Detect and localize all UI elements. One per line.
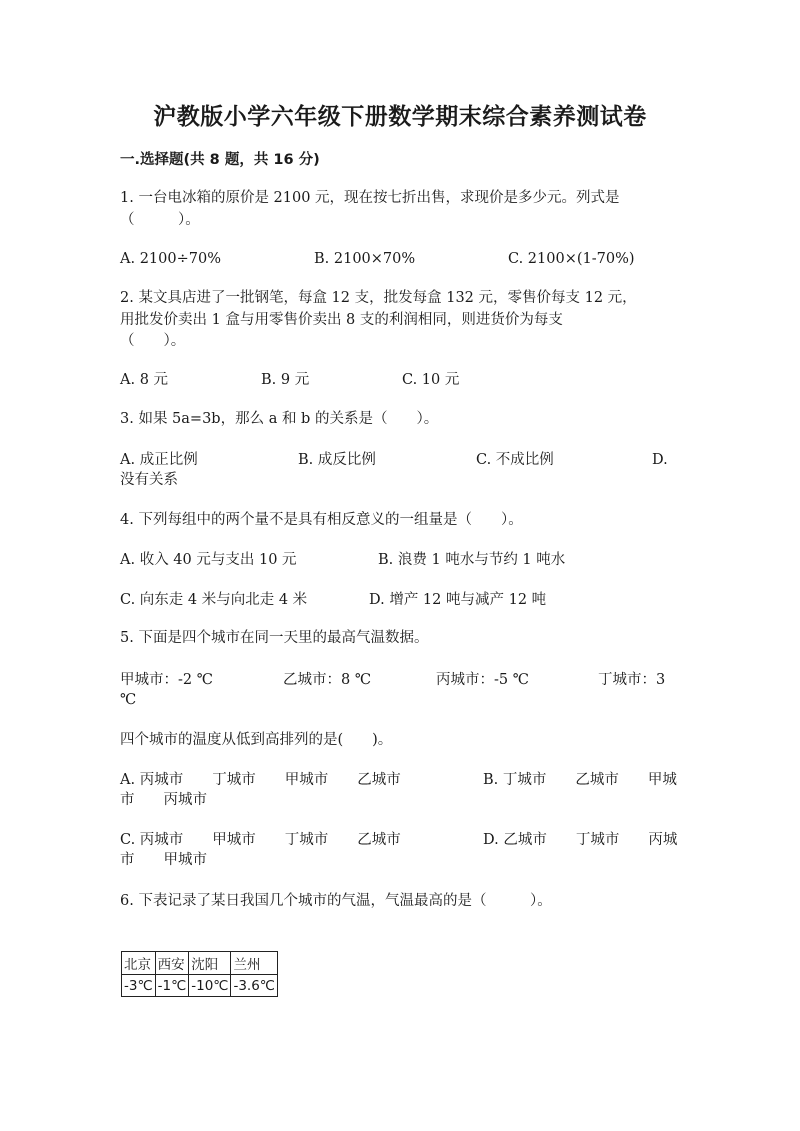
- section-heading: 一.选择题(共 8 题，共 16 分): [120, 152, 320, 168]
- question-5-option-d-cont: 市 甲城市: [120, 852, 207, 868]
- question-2-option-c: C. 10 元: [402, 372, 460, 388]
- question-5-city-yi: 乙城市：8 ℃: [283, 672, 372, 688]
- question-3-option-d: D.: [652, 452, 668, 468]
- question-5-option-b: B. 丁城市 乙城市 甲城: [483, 772, 677, 788]
- question-2-line-2: 用批发价卖出 1 盒与用零售价卖出 8 支的利润相同，则进货价为每支: [120, 312, 563, 328]
- question-2-option-b: B. 9 元: [261, 372, 310, 388]
- table-header-cell: 兰州: [231, 952, 278, 975]
- temperature-table: [121, 951, 278, 997]
- question-3-option-a: A. 成正比例: [120, 452, 198, 468]
- table-cell: -3℃: [122, 975, 156, 997]
- question-5-option-b-cont: 市 丙城市: [120, 792, 207, 808]
- table-cell: -1℃: [155, 975, 189, 997]
- question-5-prompt: 四个城市的温度从低到高排列的是( )。: [120, 732, 393, 748]
- question-5-city-ding-unit: ℃: [120, 692, 137, 708]
- question-1-option-a: A. 2100÷70%: [120, 251, 221, 267]
- question-2-line-3: （ ）。: [120, 333, 186, 349]
- question-3-option-d-text: 没有关系: [120, 472, 178, 488]
- question-5-city-jia: 甲城市：-2 ℃: [120, 672, 213, 688]
- page-title: 沪教版小学六年级下册数学期末综合素养测试卷: [153, 104, 647, 130]
- table-header-cell: 西安: [155, 952, 189, 975]
- table-header-cell: 沈阳: [189, 952, 231, 975]
- question-5-option-d: D. 乙城市 丁城市 丙城: [483, 832, 678, 848]
- question-5-line-1: 5. 下面是四个城市在同一天里的最高气温数据。: [120, 630, 429, 646]
- table-cell: -3.6℃: [231, 975, 278, 997]
- table-header-row: [122, 952, 278, 975]
- question-1-option-b: B. 2100×70%: [314, 251, 416, 267]
- question-2-option-a: A. 8 元: [120, 372, 169, 388]
- question-4-option-c: C. 向东走 4 米与向北走 4 米: [120, 592, 308, 608]
- question-5-option-c: C. 丙城市 甲城市 丁城市 乙城市: [120, 832, 401, 848]
- table-header-cell: 北京: [122, 952, 156, 975]
- question-1-line-1: 1. 一台电冰箱的原价是 2100 元，现在按七折出售，求现价是多少元。列式是: [120, 190, 620, 206]
- question-1-option-c: C. 2100×(1-70%): [508, 251, 635, 267]
- question-2-line-1: 2. 某文具店进了一批钢笔，每盒 12 支，批发每盒 132 元，零售价每支 12 元，: [120, 290, 637, 306]
- question-4-option-a: A. 收入 40 元与支出 10 元: [120, 552, 297, 568]
- question-4-option-d: D. 增产 12 吨与减产 12 吨: [369, 592, 547, 608]
- question-3-option-b: B. 成反比例: [298, 452, 376, 468]
- question-3-option-c: C. 不成比例: [476, 452, 554, 468]
- question-1-line-2: （ ）。: [120, 212, 200, 228]
- question-4-line-1: 4. 下列每组中的两个量不是具有相反意义的一组量是（ ）。: [120, 512, 523, 528]
- question-3-line-1: 3. 如果 5a=3b，那么 a 和 b 的关系是（ ）。: [120, 411, 439, 427]
- table-row: [122, 975, 278, 997]
- question-6-line-1: 6. 下表记录了某日我国几个城市的气温，气温最高的是（ ）。: [120, 893, 552, 909]
- question-5-city-ding: 丁城市：3: [598, 672, 666, 688]
- question-5-city-bing: 丙城市：-5 ℃: [436, 672, 529, 688]
- question-4-option-b: B. 浪费 1 吨水与节约 1 吨水: [378, 552, 566, 568]
- question-5-option-a: A. 丙城市 丁城市 甲城市 乙城市: [120, 772, 401, 788]
- table-cell: -10℃: [189, 975, 231, 997]
